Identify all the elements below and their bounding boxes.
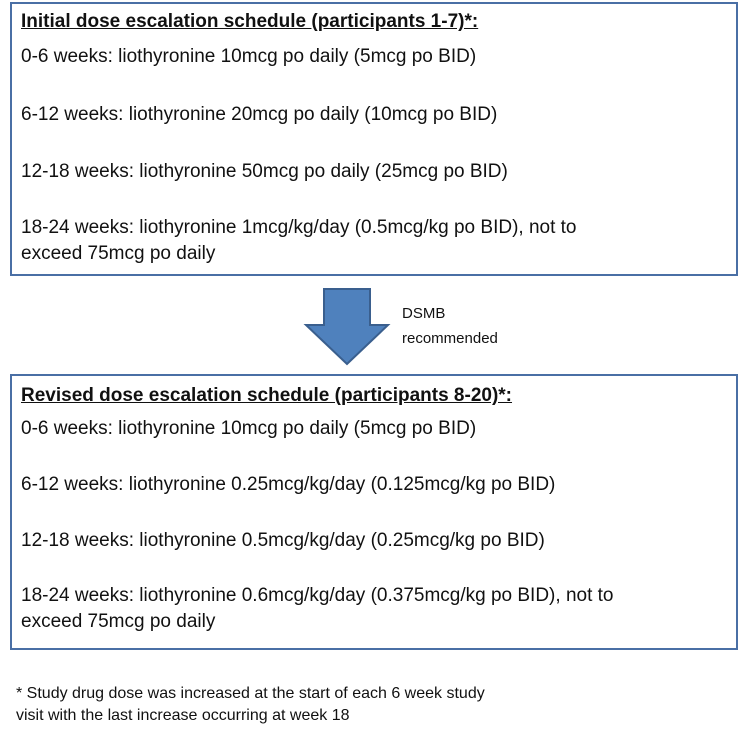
down-arrow-icon bbox=[302, 287, 392, 367]
initial-step-18-24-weeks: 18-24 weeks: liothyronine 1mcg/kg/day (0.5mcg/kg po BID), not to bbox=[21, 217, 577, 238]
initial-schedule-title: Initial dose escalation schedule (participants 1-7)*: bbox=[21, 11, 479, 32]
footnote-line-2: visit with the last increase occurring at week 18 bbox=[16, 707, 350, 724]
initial-step-0-6-weeks: 0-6 weeks: liothyronine 10mcg po daily (5mcg po BID) bbox=[21, 46, 477, 67]
initial-step-6-12-weeks: 6-12 weeks: liothyronine 20mcg po daily (10mcg po BID) bbox=[21, 104, 498, 125]
revised-schedule-title: Revised dose escalation schedule (participants 8-20)*: bbox=[21, 385, 513, 406]
initial-step-18-24-weeks-continued: exceed 75mcg po daily bbox=[21, 243, 216, 264]
revised-step-6-12-weeks: 6-12 weeks: liothyronine 0.25mcg/kg/day (0.125mcg/kg po BID) bbox=[21, 474, 556, 495]
revised-step-12-18-weeks: 12-18 weeks: liothyronine 0.5mcg/kg/day (0.25mcg/kg po BID) bbox=[21, 530, 545, 551]
initial-schedule-box bbox=[10, 2, 738, 276]
initial-step-12-18-weeks: 12-18 weeks: liothyronine 50mcg po daily (25mcg po BID) bbox=[21, 161, 508, 182]
dsmb-label: DSMB bbox=[402, 305, 446, 322]
revised-schedule-box bbox=[10, 374, 738, 650]
revised-step-18-24-weeks-continued: exceed 75mcg po daily bbox=[21, 611, 216, 632]
down-arrow-shape bbox=[306, 289, 388, 364]
revised-step-18-24-weeks: 18-24 weeks: liothyronine 0.6mcg/kg/day (0.375mcg/kg po BID), not to bbox=[21, 585, 614, 606]
recommended-label: recommended bbox=[402, 330, 498, 347]
footnote-line-1: * Study drug dose was increased at the start of each 6 week study bbox=[16, 685, 485, 702]
revised-step-0-6-weeks: 0-6 weeks: liothyronine 10mcg po daily (5mcg po BID) bbox=[21, 418, 477, 439]
